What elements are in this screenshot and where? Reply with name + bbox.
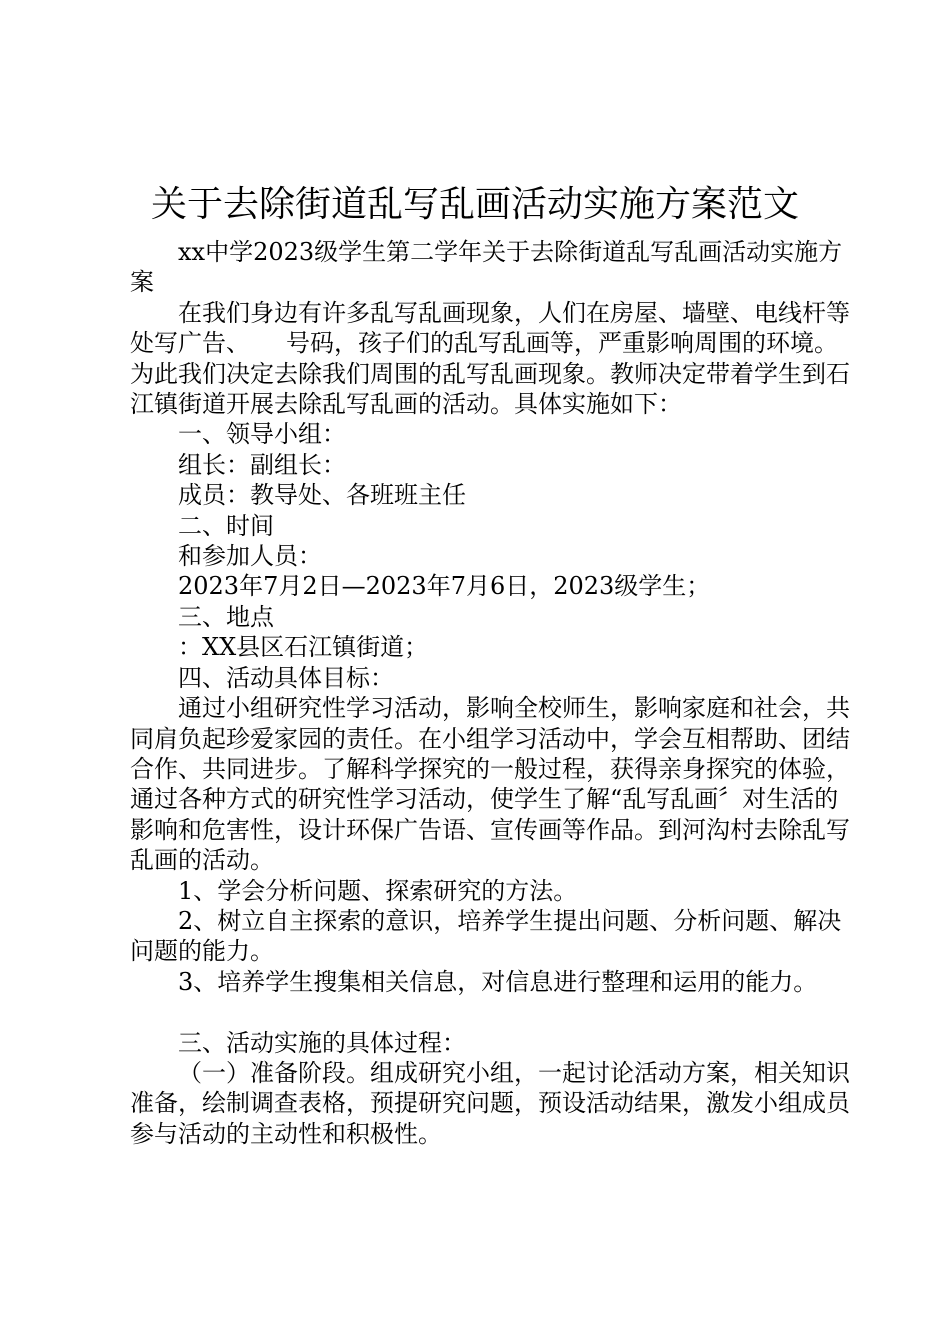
section-location-heading: 三、地点 — [178, 602, 274, 631]
paragraph-background-part2: 号码，孩子们的乱写乱画等，严重影响周围的环境。为此我们决定去除我们周围的乱写乱画现象。教师决定带着学生到石江镇街道开展去除乱写乱画的活动。具体实施如下： — [130, 329, 850, 419]
goal-item-3: 3、培养学生搜集相关信息，对信息进行整理和运用的能力。 — [178, 967, 818, 996]
paragraph-school-heading: xx中学2023级学生第二学年关于去除街道乱写乱画活动实施方案 — [130, 238, 843, 297]
goal-item-1: 1、学会分析问题、探索研究的方法。 — [178, 876, 578, 905]
paragraph-background — [130, 298, 850, 420]
section-leadership-heading: 一、领导小组： — [178, 420, 346, 449]
participants-line: 和参加人员： — [178, 542, 322, 571]
goals-paragraph: 通过小组研究性学习活动，影响全校师生，影响家庭和社会，共同肩负起珍爱家园的责任。在小组学习活动中，学会互相帮助、团结合作、共同进步。了解科学探究的一般过程，获得亲身探究的体验，通过各种方式的研究性学习活动，使学生了解“乱写乱画〞对生活的影响和危害性，设计环保广告语、宣传画等作品。到河沟村去除乱写乱画的活动。 — [130, 694, 850, 875]
blank-line — [130, 997, 850, 1027]
section-time-heading: 二、时间 — [178, 511, 274, 540]
preparation-stage-paragraph: （一）准备阶段。组成研究小组，一起讨论活动方案，相关知识准备，绘制调查表格，预提研究问题，预设活动结果，激发小组成员参与活动的主动性和积极性。 — [130, 1058, 850, 1148]
leader-line: 组长：副组长： — [178, 450, 346, 479]
document-title: 关于去除街道乱写乱画活动实施方案范文 — [150, 184, 799, 225]
location-line: ：XX县区石江镇街道； — [178, 633, 429, 662]
date-line: 2023年7月2日—2023年7月6日，2023级学生； — [178, 572, 711, 601]
document-body — [130, 237, 850, 1149]
paragraph-background-part1: 在我们身边有许多乱写乱画现象，人们在房屋、墙壁、电线杆等处写广告、 — [130, 298, 850, 358]
section-process-heading: 三、活动实施的具体过程： — [178, 1028, 466, 1057]
goal-item-2: 2、树立自主探索的意识，培养学生提出问题、分析问题、解决问题的能力。 — [130, 906, 842, 966]
members-line: 成员：教导处、各班班主任 — [178, 481, 466, 510]
section-goals-heading: 四、活动具体目标： — [178, 663, 394, 692]
